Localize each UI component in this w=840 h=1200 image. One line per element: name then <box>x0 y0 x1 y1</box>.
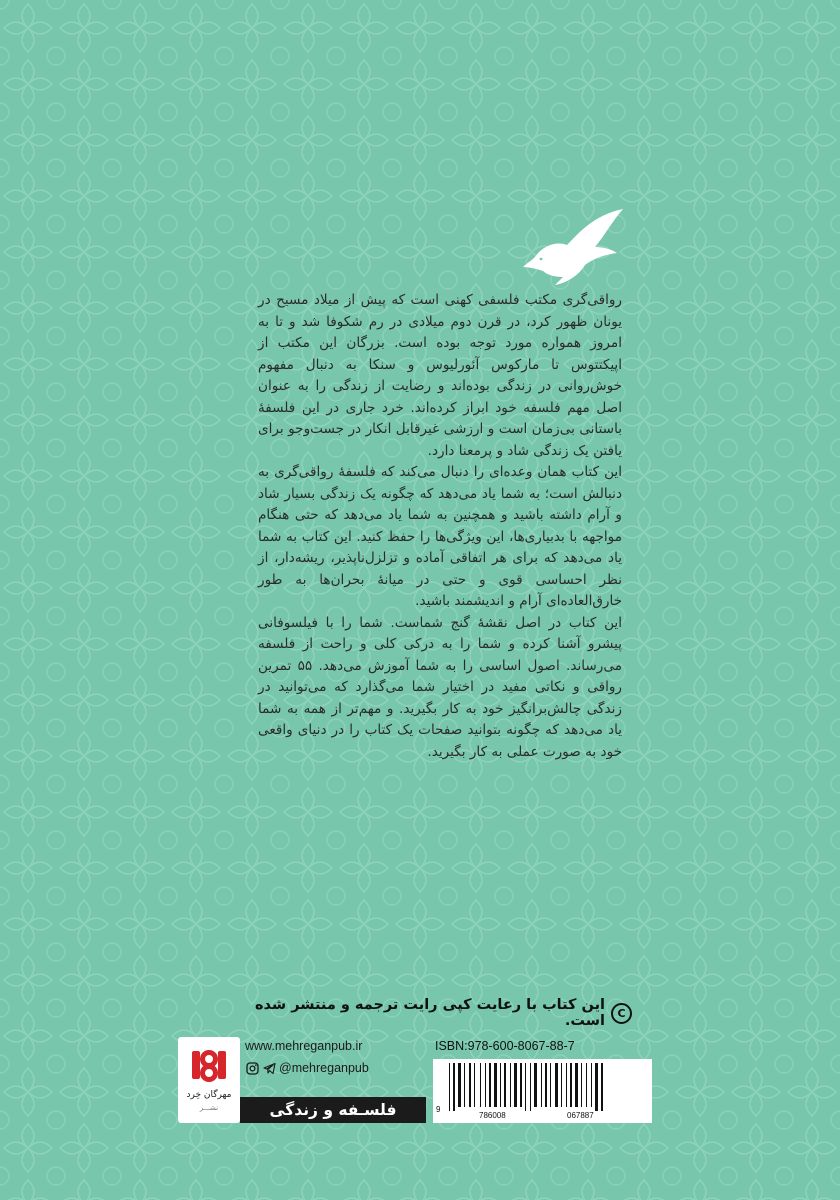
barcode-bar <box>601 1063 603 1111</box>
barcode-bar <box>510 1063 511 1107</box>
barcode-bar <box>591 1063 592 1107</box>
publisher-name: مهرگان خِرد <box>186 1090 232 1100</box>
telegram-icon[interactable] <box>262 1061 276 1075</box>
barcode-bar <box>581 1063 582 1107</box>
barcode-bar <box>494 1063 497 1107</box>
copyright-text: این کتاب با رعایت کپی رایت ترجمه و منتشر شده است. <box>254 997 605 1029</box>
barcode-bar <box>449 1063 450 1111</box>
barcode <box>433 1059 652 1123</box>
copyright-icon: C <box>611 1003 632 1024</box>
barcode-bar <box>570 1063 572 1107</box>
barcode-bar <box>500 1063 501 1107</box>
barcode-digit-prefix: 9 <box>436 1105 441 1114</box>
barcode-bar <box>485 1063 486 1107</box>
barcode-bar <box>489 1063 491 1107</box>
barcode-digits-right: 067887 <box>567 1111 594 1120</box>
barcode-bar <box>534 1063 537 1107</box>
barcode-bar <box>480 1063 481 1107</box>
barcode-bar <box>575 1063 578 1107</box>
instagram-icon[interactable] <box>245 1061 259 1075</box>
barcode-bar <box>514 1063 517 1107</box>
series-title-bar <box>240 1097 426 1123</box>
barcode-bar <box>530 1063 531 1111</box>
barcode-bar <box>545 1063 547 1107</box>
publisher-subtitle: نشـــر <box>199 1104 219 1112</box>
publisher-contact <box>245 1037 425 1077</box>
barcode-bar <box>541 1063 542 1107</box>
barcode-bar <box>474 1063 475 1107</box>
barcode-bar <box>453 1063 455 1111</box>
barcode-bar <box>586 1063 587 1107</box>
barcode-bars <box>449 1063 639 1111</box>
barcode-bar <box>566 1063 567 1107</box>
blurb-paragraph: این کتاب همان وعده‌ای را دنبال می‌کند که فلسفهٔ رواقی‌گری به دنبالش است؛ به شما یاد می‌دهد که چگونه یک زندگی بسیار شاد و آرام داشته باشید و همچنین به شما یاد می‌دهد که حتی هنگام مواجهه با بدبیاری‌ها، این ویژگی‌ها را حفظ کنید. این کتاب به شما یاد می‌دهد که برای هر اتفاقی آماده و تزلزل‌ناپذیر، ریشه‌دار، از نظر احساسی قوی و حتی در میانهٔ بحران‌ها به طور خارق‌العاده‌ای آرام و اندیشمند باشید. <box>258 464 622 609</box>
barcode-bar <box>561 1063 562 1107</box>
barcode-bar <box>458 1063 461 1107</box>
barcode-bar <box>525 1063 526 1111</box>
publisher-logo-mark <box>191 1045 227 1087</box>
barcode-digits-left: 786008 <box>479 1111 506 1120</box>
barcode-bar <box>550 1063 551 1107</box>
barcode-bar <box>464 1063 465 1107</box>
barcode-bar <box>469 1063 471 1107</box>
isbn-number: ISBN:978-600-8067-88-7 <box>435 1039 575 1053</box>
barcode-bar <box>555 1063 558 1107</box>
barcode-bar <box>595 1063 598 1111</box>
website-link[interactable]: www.mehreganpub.ir <box>245 1039 363 1053</box>
blurb-paragraph: رواقی‌گری مکتب فلسفی کهنی است که پیش از میلاد مسیح در یونان ظهور کرد، در قرن دوم میلادی در رم شکوفا شد و تا به امروز همواره مورد توجه بوده است. بزرگان این مکتب از اپیکتتوس تا مارکوس آئورلیوس و سنکا به دنبال مفهوم خوش‌روانی در زندگی بوده‌اند و رضایت از زندگی را به عنوان اصل مهم فلسفه خود ابراز کرده‌اند. خرد جاری در این فلسفهٔ باستانی بی‌زمان است و ارزشی غیرقابل انکار در جست‌وجو برای یافتن یک زندگی شاد و پرمعنا دارد. <box>258 292 622 459</box>
barcode-bar <box>520 1063 522 1107</box>
series-title: فلسـفه و زندگی <box>269 1101 397 1119</box>
social-handle[interactable]: @mehreganpub <box>279 1061 369 1075</box>
publisher-logo <box>178 1037 240 1123</box>
back-cover-blurb <box>258 290 622 763</box>
isbn-block <box>433 1037 652 1123</box>
copyright-notice <box>212 997 632 1029</box>
dove-icon <box>515 205 630 295</box>
barcode-bar <box>504 1063 506 1107</box>
blurb-paragraph: این کتاب در اصل نقشهٔ گنج شماست. شما را با فیلسوفانی پیشرو آشنا کرده و شما را به درکی کلی و راحت از فلسفه می‌رساند. اصول اساسی را به شما آموزش می‌دهد. ۵۵ تمرین رواقی و نکاتی مفید در اختیار شما می‌گذارد که می‌توانید در زندگی چالش‌برانگیز خود به کار بگیرید. و مهم‌تر از همه به شما یاد می‌دهد که چگونه بتوانید صفحات یک کتاب را در دنیای واقعی خود به صورت عملی به کار بگیرید. <box>258 614 622 760</box>
